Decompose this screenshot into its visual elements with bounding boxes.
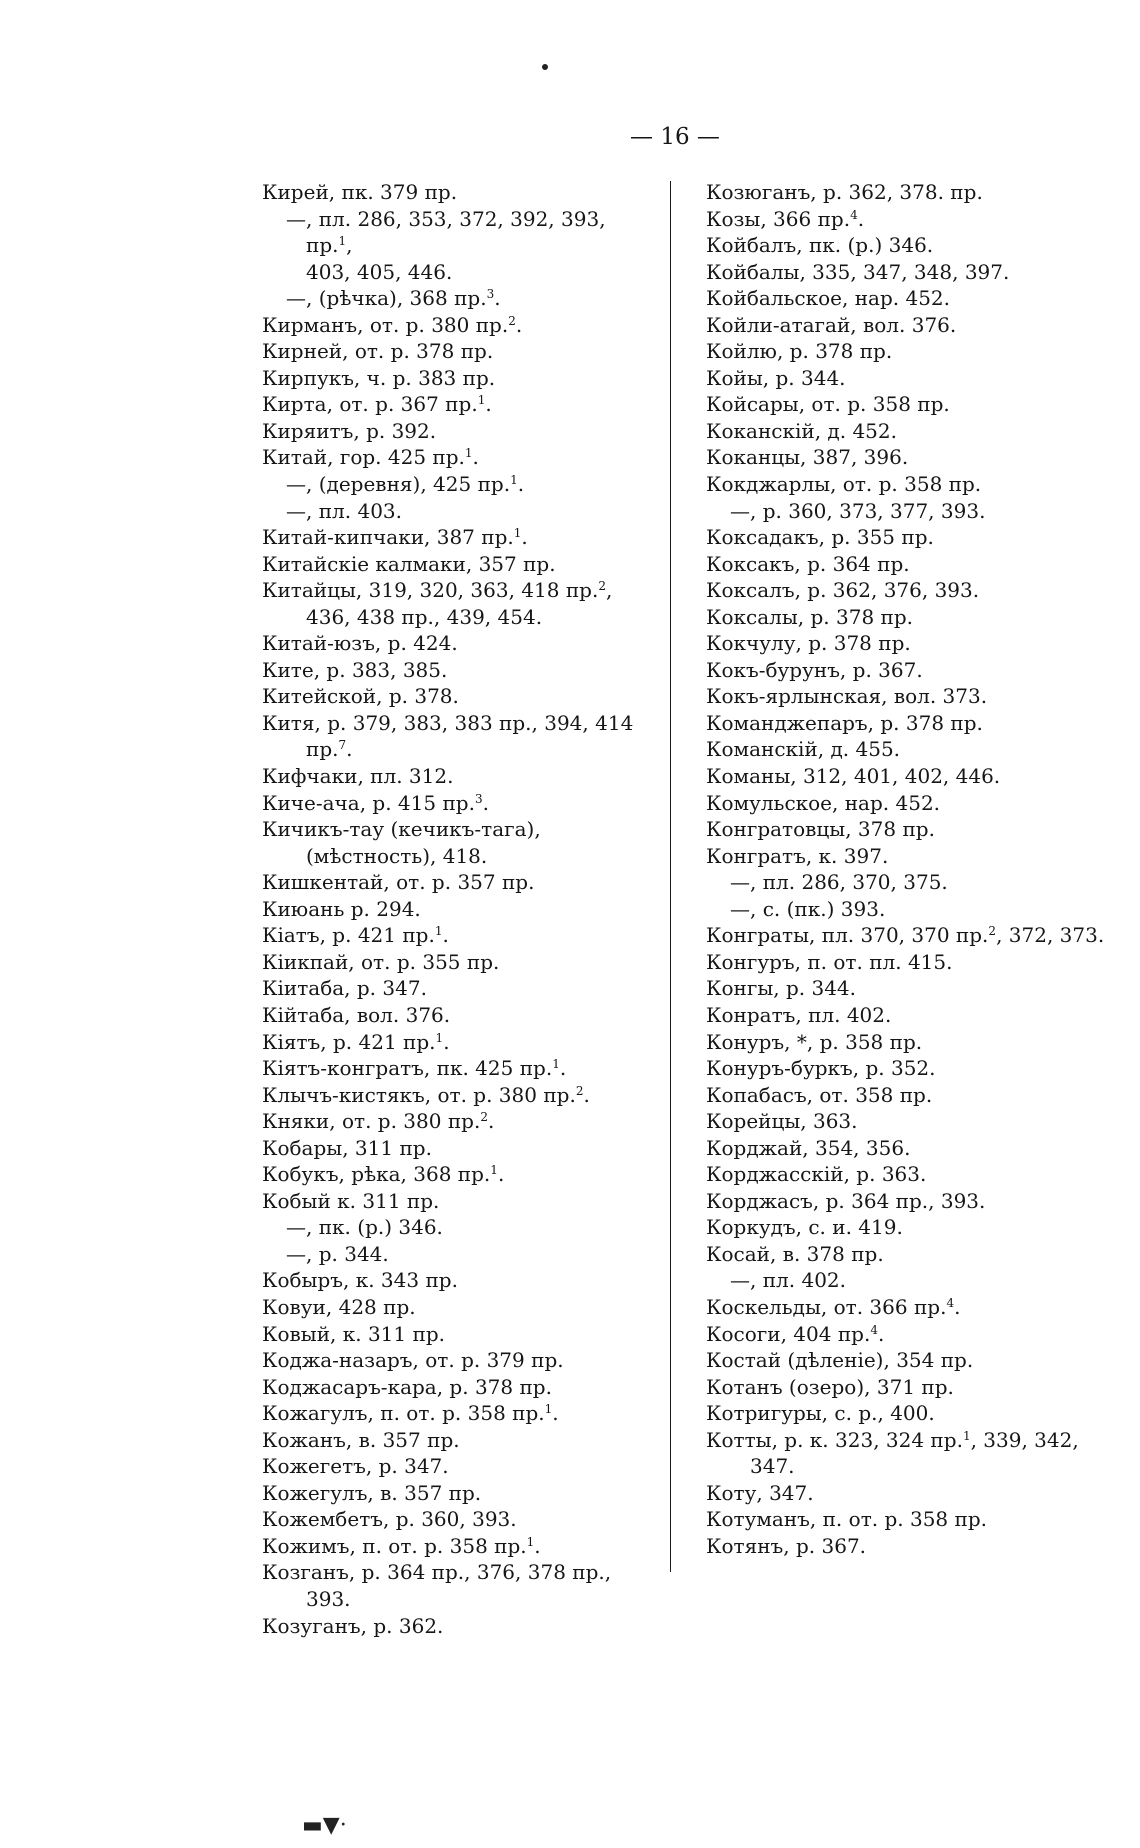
entry-text: Конгратовцы, 378 пр.: [706, 817, 935, 842]
index-entry: [706, 1533, 1106, 1560]
index-entry: [706, 1321, 1106, 1348]
footnote-ref: 1: [552, 1057, 560, 1072]
index-entry: [262, 1267, 652, 1294]
entry-text: Китайцы, 319, 320, 363, 418 пр.: [262, 578, 599, 603]
entry-text: Кіятъ, р. 421 пр.: [262, 1029, 436, 1054]
entry-text: Кирманъ, от. р. 380 пр.: [262, 312, 509, 337]
index-entry: [706, 312, 1106, 339]
entry-text: Конратъ, пл. 402.: [706, 1002, 892, 1027]
entry-text: Койлю, р. 378 пр.: [706, 339, 893, 364]
entry-text: Кобыръ, к. 343 пр.: [262, 1268, 458, 1293]
entry-tail: .: [485, 392, 492, 417]
entry-text: 436, 438 пр., 439, 454.: [306, 604, 543, 629]
index-entry: [262, 1613, 652, 1640]
entry-text: Котригуры, с. р., 400.: [706, 1401, 935, 1426]
index-entry: [706, 657, 1106, 684]
entry-tail: .: [443, 1029, 450, 1054]
entry-text: Кишкентай, от. р. 357 пр.: [262, 870, 535, 895]
entry-text: Котты, р. к. 323, 324 пр.: [706, 1427, 963, 1452]
index-entry: [706, 1002, 1106, 1029]
index-entry: [706, 391, 1106, 418]
entry-tail: .: [472, 445, 479, 470]
entry-text: Кожембетъ, р. 360, 393.: [262, 1507, 517, 1532]
entry-tail: , 372, 373.: [996, 923, 1105, 948]
entry-text: Коксалъ, р. 362, 376, 393.: [706, 578, 980, 603]
index-entry: [706, 577, 1106, 604]
entry-text: Коркудъ, с. и. 419.: [706, 1215, 903, 1240]
index-column-left: [262, 179, 652, 1639]
entry-text: Кіатъ, р. 421 пр.: [262, 923, 435, 948]
entry-text: Козуганъ, р. 362.: [262, 1613, 444, 1638]
entry-tail: .: [552, 1401, 559, 1426]
entry-text: Ковуи, 428 пр.: [262, 1294, 416, 1319]
entry-text: 403, 405, 446.: [306, 259, 453, 284]
entry-text: Койсары, от. р. 358 пр.: [706, 392, 950, 417]
entry-text: —, пл. 286, 353, 372, 392, 393, пр.: [286, 206, 606, 258]
entry-tail: ,: [346, 233, 353, 258]
index-entry: [706, 1400, 1106, 1427]
entry-text: Кирей, пк. 379 пр.: [262, 180, 458, 204]
entry-text: Киче-ача, р. 415 пр.: [262, 790, 475, 815]
entry-text: Конгы, р. 344.: [706, 976, 857, 1001]
index-entry: [262, 1427, 652, 1454]
index-entry: [706, 816, 1106, 843]
footnote-ref: 1: [544, 1402, 553, 1417]
index-entry: [706, 259, 1106, 286]
index-entry: [262, 1506, 652, 1533]
entry-text: Китай-юзъ, р. 424.: [262, 631, 458, 656]
entry-text: Корейцы, 363.: [706, 1109, 858, 1134]
entry-tail: .: [583, 1082, 590, 1107]
index-entry: [262, 763, 652, 790]
index-entry: [706, 790, 1106, 817]
footnote-ref: 1: [477, 393, 486, 408]
index-entry: [262, 630, 652, 657]
footnote-ref: 7: [338, 738, 347, 753]
footnote-ref: 3: [474, 791, 483, 806]
index-entry: [262, 1347, 652, 1374]
index-entry: [262, 1400, 652, 1427]
index-entry: [706, 444, 1106, 471]
footnote-ref: 1: [526, 1534, 535, 1549]
index-subentry: [262, 1241, 652, 1268]
index-entry: [706, 1135, 1106, 1162]
index-subentry: [706, 869, 1106, 896]
column-divider: [670, 181, 671, 1572]
index-entry: [706, 683, 1106, 710]
index-entry: [262, 657, 652, 684]
index-entry: [706, 232, 1106, 259]
index-entry: [706, 285, 1106, 312]
index-entry: [706, 975, 1106, 1002]
index-entry: [706, 843, 1106, 870]
index-entry: [706, 949, 1106, 976]
entry-text: Китя, р. 379, 383, 383 пр., 394, 414 пр.: [262, 710, 634, 762]
entry-text: Конуръ-буркъ, р. 352.: [706, 1056, 936, 1081]
index-subentry: [706, 498, 1106, 525]
index-entry: [262, 391, 652, 418]
index-entry: [262, 1321, 652, 1348]
index-entry: [262, 1002, 652, 1029]
entry-text: Кожегетъ, р. 347.: [262, 1454, 449, 1479]
entry-text: Княки, от. р. 380 пр.: [262, 1109, 481, 1134]
index-entry: [706, 1188, 1106, 1215]
index-entry: [706, 1108, 1106, 1135]
index-entry: [706, 365, 1106, 392]
entry-text: Ките, р. 383, 385.: [262, 657, 448, 682]
entry-text: Конуръ, *, р. 358 пр.: [706, 1029, 923, 1054]
entry-tail: .: [482, 790, 489, 815]
entry-text: Коскельды, от. 366 пр.: [706, 1294, 947, 1319]
entry-text: Клычъ-кистякъ, от. р. 380 пр.: [262, 1082, 576, 1107]
footnote-ref: 1: [962, 1428, 971, 1443]
index-subentry: [706, 896, 1106, 923]
entry-tail: .: [857, 206, 865, 231]
entry-text: Кифчаки, пл. 312.: [262, 764, 454, 789]
entry-text: Кобый к. 311 пр.: [262, 1188, 440, 1213]
index-subentry: [262, 259, 652, 286]
index-entry: [706, 551, 1106, 578]
index-subentry: [262, 206, 652, 259]
entry-text: Коканскій, д. 452.: [706, 418, 897, 443]
index-entry: [262, 949, 652, 976]
index-entry: [706, 1241, 1106, 1268]
index-entry: [262, 1029, 652, 1056]
entry-text: Козганъ, р. 364 пр., 376, 378 пр., 393.: [262, 1560, 612, 1611]
index-entry: [706, 1347, 1106, 1374]
entry-text: Команы, 312, 401, 402, 446.: [706, 764, 1001, 789]
index-entry: [706, 338, 1106, 365]
footnote-ref: 2: [508, 313, 516, 328]
entry-text: Корджасъ, р. 364 пр., 393.: [706, 1188, 986, 1213]
index-entry: [706, 1082, 1106, 1109]
entry-text: Кобукъ, рѣка, 368 пр.: [262, 1162, 491, 1187]
entry-tail: .: [515, 312, 523, 337]
entry-text: Косоги, 404 пр.: [706, 1321, 871, 1346]
index-subentry: [706, 1267, 1106, 1294]
footnote-ref: 2: [988, 924, 997, 939]
entry-text: Коту, 347.: [706, 1480, 814, 1505]
entry-text: Койбальское, нар. 452.: [706, 286, 951, 311]
entry-text: Кіикпай, от. р. 355 пр.: [262, 949, 500, 974]
entry-text: Кожимъ, п. от. р. 358 пр.: [262, 1533, 527, 1558]
entry-text: Коканцы, 387, 396.: [706, 445, 909, 470]
index-entry: [706, 1294, 1106, 1321]
entry-text: Кожанъ, в. 357 пр.: [262, 1427, 460, 1452]
index-entry: [262, 1294, 652, 1321]
entry-tail: .: [494, 286, 501, 311]
entry-text: Коксадакъ, р. 355 пр.: [706, 525, 934, 550]
entry-text: —, пк. (р.) 346.: [286, 1215, 443, 1240]
entry-text: Команскій, д. 455.: [706, 737, 901, 762]
entry-text: Кожагулъ, п. от. р. 358 пр.: [262, 1401, 545, 1426]
ink-speck: [542, 64, 548, 70]
entry-text: Котуманъ, п. от. р. 358 пр.: [706, 1507, 988, 1532]
index-entry: [262, 312, 652, 339]
footnote-ref: 1: [464, 446, 473, 461]
footnote-ref: 2: [480, 1110, 488, 1125]
index-entry: [706, 418, 1106, 445]
index-entry: [706, 604, 1106, 631]
entry-text: Коксакъ, р. 364 пр.: [706, 551, 910, 576]
footnote-ref: 4: [946, 1295, 955, 1310]
index-entry: [262, 1480, 652, 1507]
entry-text: —, с. (пк.) 393.: [730, 896, 886, 921]
index-entry: [706, 1214, 1106, 1241]
index-entry: [262, 1374, 652, 1401]
index-entry: [262, 444, 652, 471]
entry-text: Коджа-назаръ, от. р. 379 пр.: [262, 1348, 564, 1373]
entry-text: Корджай, 354, 356.: [706, 1135, 911, 1160]
entry-text: Котянъ, р. 367.: [706, 1533, 867, 1558]
entry-text: Котанъ (озеро), 371 пр.: [706, 1374, 954, 1399]
page-number: — 16 —: [630, 124, 720, 150]
footnote-ref: 2: [575, 1083, 584, 1098]
entry-text: Конгуръ, п. от. пл. 415.: [706, 949, 953, 974]
index-entry: [706, 206, 1106, 233]
index-entry: [262, 524, 652, 551]
entry-text: Койли-атагай, вол. 376.: [706, 312, 957, 337]
index-subentry: [262, 604, 652, 631]
footnote-ref: 1: [338, 234, 347, 249]
footnote-ref: 1: [513, 526, 522, 541]
footnote-ref: 4: [870, 1322, 878, 1337]
entry-text: Китейской, р. 378.: [262, 684, 459, 709]
entry-text: Конграты, пл. 370, 370 пр.: [706, 923, 989, 948]
entry-tail: .: [877, 1321, 885, 1346]
entry-text: Кокчулу, р. 378 пр.: [706, 631, 911, 656]
entry-text: Койбалы, 335, 347, 348, 397.: [706, 259, 1010, 284]
footnote-ref: 1: [490, 1163, 498, 1178]
index-entry: [262, 975, 652, 1002]
index-entry: [262, 338, 652, 365]
index-entry: [262, 1533, 652, 1560]
entry-text: —, пл. 403.: [286, 498, 402, 523]
footnote-ref: 2: [598, 579, 606, 594]
entry-text: —, р. 344.: [286, 1241, 389, 1266]
entry-text: Кичикъ-тау (кечикъ-тага), (мѣстность), 418.: [262, 817, 541, 868]
entry-text: Кокъ-бурунъ, р. 367.: [706, 657, 923, 682]
entry-tail: .: [517, 472, 525, 497]
index-entry: [706, 1506, 1106, 1533]
index-entry: [262, 869, 652, 896]
index-subentry: [262, 498, 652, 525]
entry-text: Кирпукъ, ч. р. 383 пр.: [262, 365, 496, 390]
entry-text: Кожегулъ, в. 357 пр.: [262, 1480, 482, 1505]
index-entry: [262, 683, 652, 710]
index-entry: [706, 922, 1106, 949]
index-entry: [262, 1161, 652, 1188]
index-entry: [706, 710, 1106, 737]
entry-text: Кокджарлы, от. р. 358 пр.: [706, 472, 982, 497]
entry-tail: .: [521, 525, 528, 550]
index-entry: [706, 1374, 1106, 1401]
index-entry: [262, 418, 652, 445]
index-entry: [706, 630, 1106, 657]
entry-text: Копабасъ, от. 358 пр.: [706, 1082, 933, 1107]
index-entry: [262, 1453, 652, 1480]
entry-text: Коджасаръ-кара, р. 378 пр.: [262, 1374, 552, 1399]
index-entry: [262, 1108, 652, 1135]
index-entry: [262, 179, 652, 206]
index-entry: [706, 1029, 1106, 1056]
entry-text: Косай, в. 378 пр.: [706, 1241, 884, 1266]
footnote-ref: 1: [510, 473, 518, 488]
entry-text: —, пл. 402.: [730, 1268, 846, 1293]
entry-text: Китай-кипчаки, 387 пр.: [262, 525, 514, 550]
entry-text: Койы, р. 344.: [706, 365, 846, 390]
index-entry: [706, 1480, 1106, 1507]
index-subentry: [262, 471, 652, 498]
entry-text: Корджасскій, р. 363.: [706, 1162, 927, 1187]
entry-text: Кобары, 311 пр.: [262, 1135, 432, 1160]
index-entry: [262, 1055, 652, 1082]
entry-text: Киряитъ, р. 392.: [262, 418, 437, 443]
index-entry: [262, 816, 652, 869]
entry-tail: .: [954, 1294, 961, 1319]
entry-text: Киюань р. 294.: [262, 896, 421, 921]
footnote-ref: 3: [486, 287, 495, 302]
entry-text: Козы, 366 пр.: [706, 206, 851, 231]
index-entry: [706, 179, 1106, 206]
index-entry: [262, 1082, 652, 1109]
entry-text: Команджепаръ, р. 378 пр.: [706, 710, 983, 735]
entry-text: —, р. 360, 373, 377, 393.: [730, 498, 986, 523]
index-entry: [706, 763, 1106, 790]
entry-text: Койбалъ, пк. (р.) 346.: [706, 233, 934, 258]
entry-text: Китайскіе калмаки, 357 пр.: [262, 551, 556, 576]
entry-text: —, пл. 286, 370, 375.: [730, 870, 948, 895]
entry-tail: .: [487, 1109, 495, 1134]
index-subentry: [262, 1214, 652, 1241]
index-entry: [262, 710, 652, 763]
footnote-ref: 4: [850, 207, 858, 222]
index-entry: [262, 922, 652, 949]
entry-tail: , 339, 342, 347.: [750, 1427, 1079, 1479]
index-entry: [706, 736, 1106, 763]
index-entry: [262, 896, 652, 923]
printer-mark: ▬▼·: [302, 1813, 347, 1838]
entry-text: Кійтаба, вол. 376.: [262, 1002, 451, 1027]
entry-tail: .: [559, 1056, 567, 1081]
entry-text: Кіятъ-конгратъ, пк. 425 пр.: [262, 1056, 553, 1081]
index-entry: [262, 577, 652, 604]
entry-tail: .: [442, 923, 449, 948]
entry-text: Конгратъ, к. 397.: [706, 843, 889, 868]
footnote-ref: 1: [435, 1030, 444, 1045]
entry-text: —, (деревня), 425 пр.: [286, 472, 511, 497]
entry-text: Козюганъ, р. 362, 378. пр.: [706, 180, 983, 204]
index-entry: [706, 471, 1106, 498]
entry-text: Комульское, нар. 452.: [706, 790, 941, 815]
index-entry: [706, 1055, 1106, 1082]
entry-tail: .: [346, 737, 353, 762]
index-entry: [262, 1135, 652, 1162]
entry-text: Кіитаба, р. 347.: [262, 976, 427, 1001]
index-entry: [262, 551, 652, 578]
index-entry: [262, 790, 652, 817]
index-entry: [706, 524, 1106, 551]
entry-text: —, (рѣчка), 368 пр.: [286, 286, 487, 311]
entry-text: Кирта, от. р. 367 пр.: [262, 392, 478, 417]
index-subentry: [262, 285, 652, 312]
entry-tail: .: [534, 1533, 541, 1558]
entry-text: Кирней, от. р. 378 пр.: [262, 339, 494, 364]
index-entry: [706, 1161, 1106, 1188]
entry-tail: ,: [605, 578, 613, 603]
index-column-right: [706, 179, 1106, 1559]
index-entry: [706, 1427, 1106, 1480]
entry-text: Китай, гор. 425 пр.: [262, 445, 465, 470]
index-entry: [262, 365, 652, 392]
footnote-ref: 1: [434, 924, 443, 939]
entry-text: Ковый, к. 311 пр.: [262, 1321, 445, 1346]
entry-text: Кокъ-ярлынская, вол. 373.: [706, 684, 988, 709]
entry-tail: .: [497, 1162, 505, 1187]
entry-text: Костай (дѣленіе), 354 пр.: [706, 1348, 974, 1373]
index-entry: [262, 1188, 652, 1215]
entry-text: Коксалы, р. 378 пр.: [706, 604, 914, 629]
index-entry: [262, 1559, 652, 1612]
